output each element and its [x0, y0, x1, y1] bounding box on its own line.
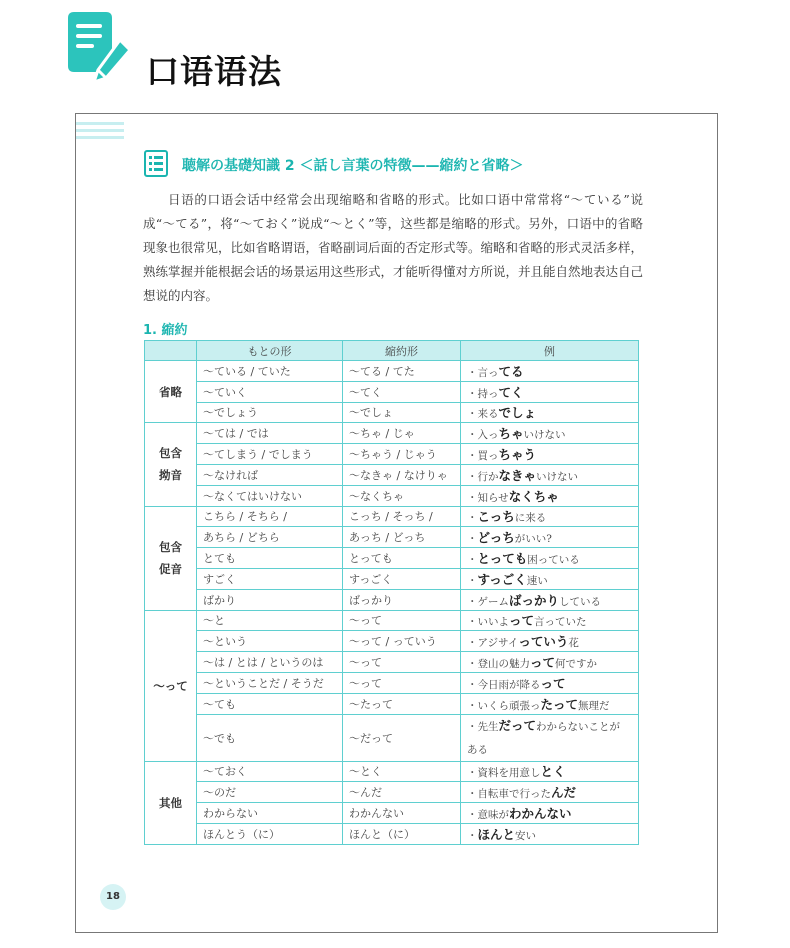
example-text: 安い: [515, 829, 537, 842]
table-row: [145, 761, 639, 782]
contraction-table: [144, 340, 639, 845]
example-highlight: って: [530, 655, 556, 671]
original-form-cell: [197, 506, 343, 527]
example-text: ・意味が: [467, 809, 509, 822]
table-header-row: [145, 341, 639, 361]
example-highlight: なくちゃ: [508, 488, 559, 504]
decorative-lines: [76, 122, 124, 143]
table-row: [145, 485, 639, 506]
book-page: [75, 113, 718, 933]
example-text: ・先生: [467, 720, 499, 733]
category-label: 其他: [159, 795, 182, 810]
table-row: [145, 610, 639, 631]
example-cell: [461, 803, 639, 824]
table-row: [145, 652, 639, 673]
table-row: [145, 672, 639, 693]
example-highlight: どっち: [477, 530, 515, 546]
table-row: [145, 423, 639, 444]
original-form-cell: ～でしょう: [197, 402, 343, 423]
category-label: 拗音: [159, 468, 182, 483]
example-highlight: たって: [540, 696, 579, 712]
example-cell: [461, 444, 639, 465]
example-highlight: なきゃ: [498, 467, 537, 483]
contracted-form-cell: ～ちゃう / じゃう: [343, 444, 461, 465]
contracted-form-cell: ～とく: [343, 761, 461, 782]
example-text: 困っている: [527, 554, 580, 567]
example-highlight: ちゃ: [498, 426, 524, 442]
example-text: ・: [467, 574, 478, 587]
example-text: ・今日雨が降る: [467, 678, 541, 691]
example-text: いけない: [536, 470, 579, 483]
category-cell: [145, 423, 197, 506]
example-text: ・知らせ: [467, 491, 509, 504]
example-highlight: ばっかり: [509, 592, 560, 608]
contracted-form-cell: ～って: [343, 610, 461, 631]
example-text: がいい?: [514, 533, 552, 546]
example-text: している: [559, 595, 602, 608]
contracted-form-cell: ばっかり: [343, 589, 461, 610]
table-row: [145, 568, 639, 589]
contracted-form-cell: ～ちゃ / じゃ: [343, 423, 461, 444]
example-cell: [461, 527, 639, 548]
example-text: いけない: [523, 429, 566, 442]
page-number: 18: [100, 884, 126, 910]
example-highlight: ほんと: [477, 826, 516, 842]
contracted-form-cell: ～たって: [343, 693, 461, 714]
example-text: ・ゲーム: [467, 595, 509, 608]
table-row: [145, 631, 639, 652]
contracted-form-cell: [343, 506, 461, 527]
example-highlight: だって: [498, 717, 537, 733]
example-cell: [461, 761, 639, 782]
original-form-cell: ～ている / ていた: [197, 361, 343, 382]
subsection-title: 1. 縮約: [143, 323, 188, 338]
section-title: 聴解の基礎知識 2 ＜話し言葉の特徴——縮約と省略＞: [182, 158, 524, 174]
original-form-cell: ～なくてはいけない: [197, 485, 343, 506]
table-row: [145, 714, 639, 761]
contracted-form-cell: すっごく: [343, 568, 461, 589]
original-form-cell: ばかり: [197, 589, 343, 610]
example-text: ・行か: [467, 470, 499, 483]
contracted-form-cell: ～んだ: [343, 782, 461, 803]
example-line: [467, 715, 632, 738]
example-highlight: わかんない: [509, 806, 572, 822]
example-highlight: って: [540, 675, 566, 691]
contracted-form-line: あっち / どっち: [349, 531, 426, 545]
original-form-cell: ～のだ: [197, 782, 343, 803]
example-cell: [461, 506, 639, 527]
example-cell: [461, 782, 639, 803]
example-text: ・来る: [467, 408, 499, 421]
contracted-form-cell: わかんない: [343, 803, 461, 824]
table-row: [145, 402, 639, 423]
header-category: [145, 341, 197, 361]
example-text: ・: [467, 512, 478, 525]
example-text: ・: [467, 533, 478, 546]
contracted-form-cell: ～って / っていう: [343, 631, 461, 652]
table-row: [145, 464, 639, 485]
original-form-cell: ～という: [197, 631, 343, 652]
example-cell: [461, 652, 639, 673]
table-row: [145, 589, 639, 610]
example-cell: [461, 423, 639, 444]
original-form-cell: すごく: [197, 568, 343, 589]
example-text: ・いくら頑張っ: [467, 699, 541, 712]
example-highlight: ちゃう: [498, 447, 537, 463]
category-label: 促音: [159, 562, 182, 577]
original-form-cell: ～と: [197, 610, 343, 631]
contracted-form-cell: ～って: [343, 672, 461, 693]
category-label: 包含: [159, 540, 182, 555]
example-cell: [461, 714, 639, 761]
example-text: 何ですか: [555, 658, 598, 671]
example-highlight: とっても: [477, 551, 528, 567]
original-form-cell: ～ていく: [197, 381, 343, 402]
example-cell: [461, 381, 639, 402]
original-form-cell: ～ては / では: [197, 423, 343, 444]
original-form-cell: ～ておく: [197, 761, 343, 782]
original-form-line: あちら / どちら: [203, 531, 280, 545]
example-text: わからないことが: [536, 720, 621, 733]
table-row: [145, 548, 639, 569]
category-cell: [145, 506, 197, 610]
example-text: ・資料を用意し: [467, 767, 541, 780]
table-row: [145, 693, 639, 714]
example-cell: [461, 672, 639, 693]
page-title: 口语语法: [146, 52, 282, 91]
category-cell: [145, 610, 197, 761]
example-cell: [461, 485, 639, 506]
table-row: [145, 381, 639, 402]
example-highlight: って: [509, 613, 535, 629]
original-form-cell: [197, 527, 343, 548]
example-text: ・: [467, 829, 478, 842]
example-text: 花: [568, 637, 579, 650]
original-form-cell: とても: [197, 548, 343, 569]
example-text: ・言っ: [467, 366, 499, 379]
example-cell: [461, 361, 639, 382]
example-highlight: てる: [498, 363, 524, 379]
contracted-form-cell: ～でしょ: [343, 402, 461, 423]
original-form-cell: ～でも: [197, 714, 343, 761]
original-form-cell: ～ということだ / そうだ: [197, 672, 343, 693]
contracted-form-cell: ～てく: [343, 381, 461, 402]
example-text: ・いいよ: [467, 616, 509, 629]
table-body: [145, 361, 639, 845]
contracted-form-cell: ～って: [343, 652, 461, 673]
example-text: 速い: [526, 574, 548, 587]
example-text: に来る: [514, 512, 547, 525]
contracted-form-cell: ～だって: [343, 714, 461, 761]
original-form-cell: ～ても: [197, 693, 343, 714]
category-label: 包含: [159, 446, 182, 461]
example-text: 無理だ: [578, 699, 610, 712]
example-highlight: こっち: [477, 509, 515, 525]
example-cell: [461, 589, 639, 610]
example-text: ・: [467, 554, 478, 567]
contracted-form-cell: ～なくちゃ: [343, 485, 461, 506]
document-list-icon: [142, 148, 172, 178]
original-form-cell: ～なければ: [197, 464, 343, 485]
contracted-form-cell: ほんと（に）: [343, 823, 461, 844]
example-text: ある: [467, 743, 488, 756]
example-highlight: すっごく: [477, 571, 527, 587]
page-header: [62, 10, 462, 90]
example-highlight: でしょ: [498, 405, 537, 421]
example-text: ・買っ: [467, 450, 499, 463]
category-label: ～って: [153, 678, 188, 693]
category-label: 省略: [159, 384, 182, 399]
original-form-cell: ～てしまう / でしまう: [197, 444, 343, 465]
example-cell: [461, 823, 639, 844]
example-cell: [461, 548, 639, 569]
original-form-line: こちら / そちら /: [203, 510, 287, 524]
table-row: [145, 782, 639, 803]
contracted-form-cell: とっても: [343, 548, 461, 569]
note-pen-icon: [62, 10, 138, 86]
table-row: [145, 527, 639, 548]
example-highlight: っていう: [518, 634, 569, 650]
example-text: ・アジサイ: [467, 637, 519, 650]
contracted-form-cell: ～てる / てた: [343, 361, 461, 382]
original-form-cell: ～は / とは / というのは: [197, 652, 343, 673]
table-row: [145, 444, 639, 465]
header-example: 例: [461, 341, 639, 361]
example-text: ・入っ: [467, 429, 499, 442]
example-cell: [461, 693, 639, 714]
header-original-form: もとの形: [197, 341, 343, 361]
table-row: [145, 803, 639, 824]
intro-paragraph: 日语的口语会话中经常会出现缩略和省略的形式。比如口语中常常将“～ている”说成“～てる”，将“～ておく”说成“～とく”等，这些都是缩略的形式。另外，口语中的省略现象也很常见，比如省略谓语，省略副词后面的否定形式等。缩略和省略的形式灵活多样，熟练掌握并能根据会话的场景运用这些形式，才能听得懂对方所说，并且能自然地表达自己想说的内容。: [143, 192, 644, 303]
example-text: 言っていた: [534, 616, 587, 629]
example-cell: [461, 631, 639, 652]
category-cell: [145, 361, 197, 423]
header-contracted-form: 縮約形: [343, 341, 461, 361]
contracted-form-cell: ～なきゃ / なけりゃ: [343, 464, 461, 485]
example-highlight: んだ: [551, 785, 577, 801]
example-cell: [461, 464, 639, 485]
original-form-cell: わからない: [197, 803, 343, 824]
example-cell: [461, 568, 639, 589]
table-row: [145, 823, 639, 844]
category-cell: [145, 761, 197, 844]
example-cell: [461, 402, 639, 423]
example-text: ・持っ: [467, 387, 499, 400]
example-highlight: とく: [540, 764, 566, 780]
original-form-cell: ほんとう（に）: [197, 823, 343, 844]
example-text: ・自転車で行った: [467, 788, 551, 801]
contracted-form-line: こっち / そっち /: [349, 510, 433, 524]
table-row: [145, 361, 639, 382]
table-row: [145, 506, 639, 527]
example-highlight: てく: [498, 384, 524, 400]
example-line: [467, 738, 632, 761]
section-heading: [142, 148, 562, 178]
contracted-form-cell: [343, 527, 461, 548]
example-text: ・登山の魅力: [467, 658, 530, 671]
example-cell: [461, 610, 639, 631]
